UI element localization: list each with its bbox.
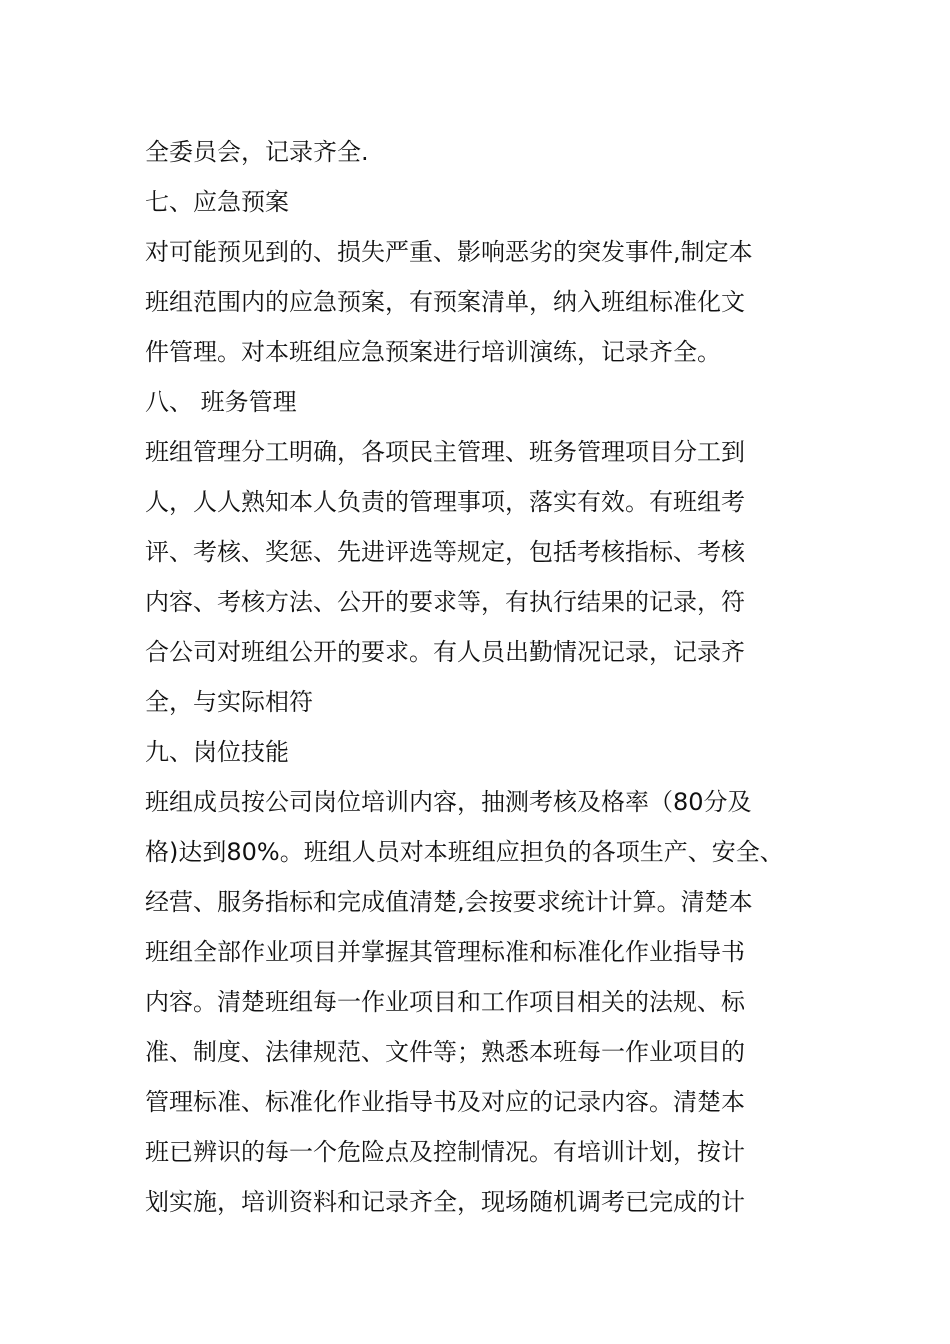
text-line: 人，人人熟知本人负责的管理事项，落实有效。有班组考	[145, 488, 745, 516]
text-line: 内容、考核方法、公开的要求等，有执行结果的记录，符	[145, 588, 745, 616]
text-line: 经营、服务指标和完成值清楚,会按要求统计计算。清楚本	[145, 888, 753, 916]
text-line: 班组管理分工明确，各项民主管理、班务管理项目分工到	[145, 438, 745, 466]
text-line: 件管理。对本班组应急预案进行培训演练，记录齐全。	[145, 338, 721, 366]
document-body	[145, 127, 845, 1227]
text-line: 班已辨识的每一个危险点及控制情况。有培训计划，按计	[145, 1138, 745, 1166]
text-line: 班组成员按公司岗位培训内容，抽测考核及格率（80分及	[145, 788, 752, 816]
section-heading-emergency-plan: 七、应急预案	[145, 188, 289, 216]
text-line: 格)达到80%。班组人员对本班组应担负的各项生产、安全、	[145, 838, 784, 866]
text-line: 全，与实际相符	[145, 688, 313, 716]
text-line: 全委员会，记录齐全.	[145, 138, 369, 166]
section-heading-team-affairs: 八、 班务管理	[145, 388, 297, 416]
text-line: 合公司对班组公开的要求。有人员出勤情况记录，记录齐	[145, 638, 745, 666]
text-line: 准、制度、法律规范、文件等；熟悉本班每一作业项目的	[145, 1038, 745, 1066]
text-line: 班组范围内的应急预案，有预案清单，纳入班组标准化文	[145, 288, 745, 316]
text-line: 对可能预见到的、损失严重、影响恶劣的突发事件,制定本	[145, 238, 753, 266]
text-line: 班组全部作业项目并掌握其管理标准和标准化作业指导书	[145, 938, 745, 966]
section-heading-job-skills: 九、岗位技能	[145, 738, 289, 766]
text-line: 评、考核、奖惩、先进评选等规定，包括考核指标、考核	[145, 538, 745, 566]
text-line: 管理标准、标准化作业指导书及对应的记录内容。清楚本	[145, 1088, 745, 1116]
text-line: 内容。清楚班组每一作业项目和工作项目相关的法规、标	[145, 988, 745, 1016]
text-line: 划实施，培训资料和记录齐全，现场随机调考已完成的计	[145, 1188, 745, 1216]
